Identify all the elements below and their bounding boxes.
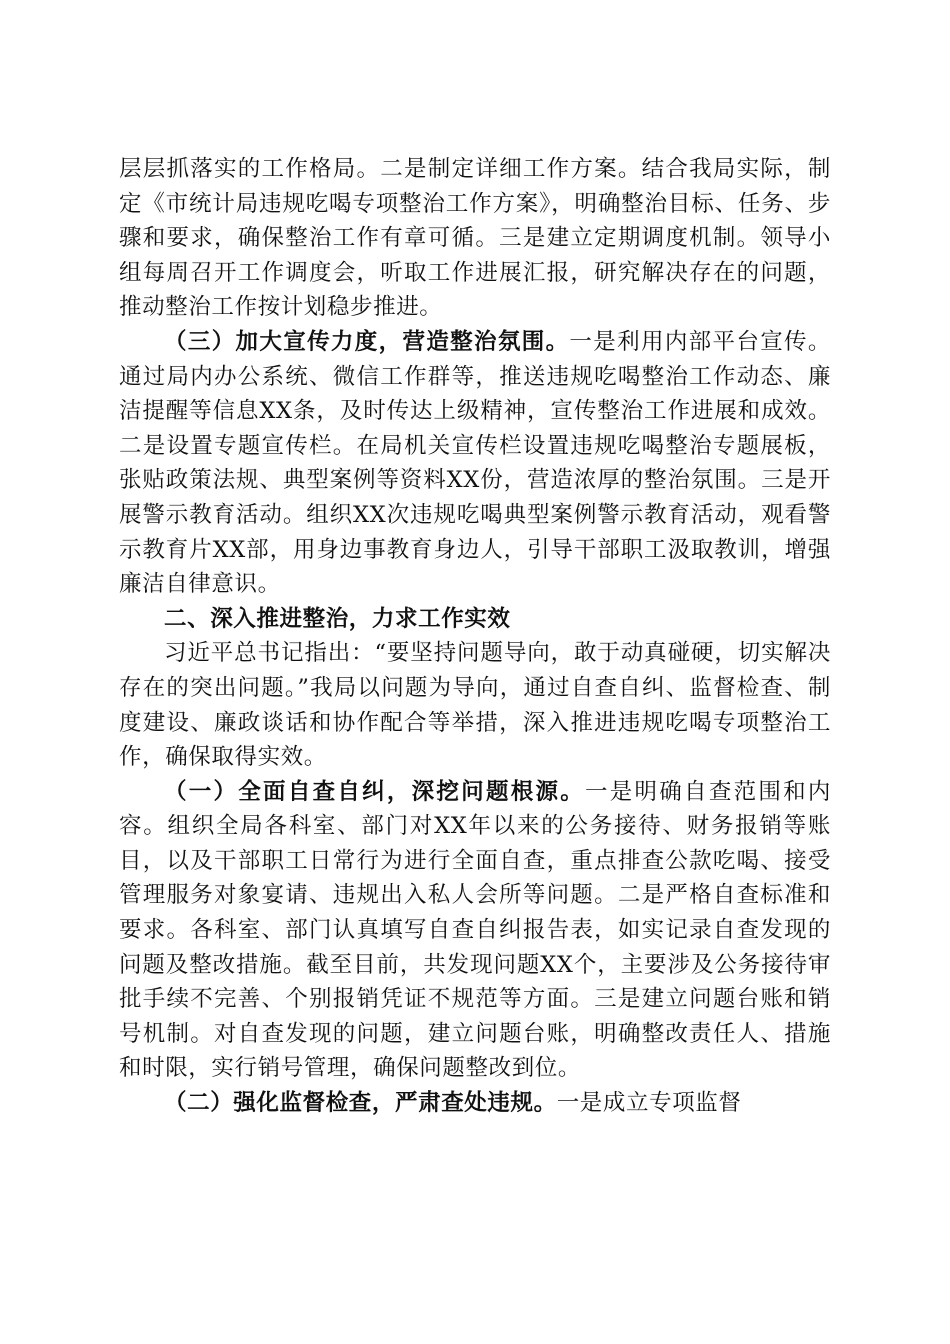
subheading-supervision: （二）强化监督检查，严肃查处违规。 (164, 1090, 557, 1117)
subheading-self-inspection: （一）全面自查自纠，深挖问题根源。 (164, 778, 585, 805)
paragraph-work-pattern: 层层抓落实的工作格局。二是制定详细工作方案。结合我局实际，制定《市统计局违规吃喝专项整治工作方案》，明确整治目标、任务、步骤和要求，确保整治工作有章可循。三是建立定期调度机制。领导小组每周召开工作调度会，听取工作进展汇报，研究解决存在的问题，推动整治工作按计划稳步推进。 (119, 156, 831, 321)
paragraph-supervision (119, 1086, 831, 1121)
section-heading-2: 二、深入推进整治，力求工作实效 (164, 605, 511, 632)
paragraph-self-inspection-body: 一是明确自查范围和内容。组织全局各科室、部门对XX年以来的公务接待、财务报销等账目，以及干部职工日常行为进行全面自查，重点排查公款吃喝、接受管理服务对象宴请、违规出入私人会所等问题。二是严格自查标准和要求。各科室、部门认真填写自查自纠报告表，如实记录自查发现的问题及整改措施。截至目前，共发现问题XX个，主要涉及公务接待审批手续不完善、个别报销凭证不规范等方面。三是建立问题台账和销号机制。对自查发现的问题，建立问题台账，明确整改责任人、措施和时限，实行销号管理，确保问题整改到位。 (119, 778, 831, 1082)
document-page (119, 152, 831, 1121)
paragraph-self-inspection (119, 775, 831, 1086)
subheading-publicity: （三）加大宣传力度，营造整治氛围。 (164, 328, 570, 355)
paragraph-publicity (119, 325, 831, 602)
paragraph-supervision-body: 一是成立专项监督 (556, 1090, 742, 1117)
paragraph-quote: 习近平总书记指出：“要坚持问题导向，敢于动真碰硬，切实解决存在的突出问题。”我局以问题为导向，通过自查自纠、监督检查、制度建设、廉政谈话和协作配合等举措，深入推进违规吃喝专项整治工作，确保取得实效。 (119, 640, 831, 771)
paragraph-publicity-body: 一是利用内部平台宣传。通过局内办公系统、微信工作群等，推送违规吃喝整治工作动态、廉洁提醒等信息XX条，及时传达上级精神，宣传整治工作进展和成效。二是设置专题宣传栏。在局机关宣传栏设置违规吃喝整治专题展板，张贴政策法规、典型案例等资料XX份，营造浓厚的整治氛围。三是开展警示教育活动。组织XX次违规吃喝典型案例警示教育活动，观看警示教育片XX部，用身边事教育身边人，引导干部职工汲取教训，增强廉洁自律意识。 (119, 328, 831, 598)
